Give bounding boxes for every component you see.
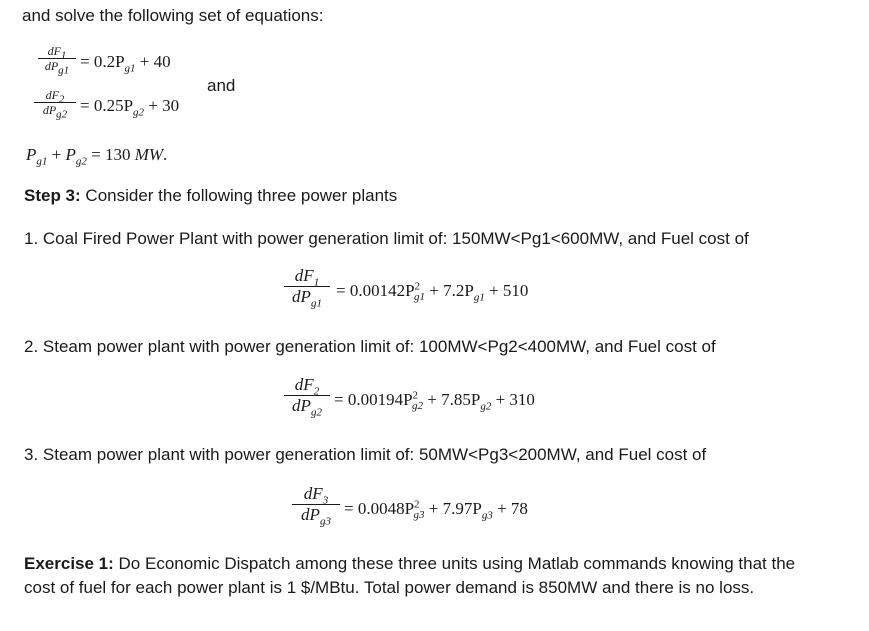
plant1-rhs: = $0.00142P^2_{g1} + 7.2P_{g1} + 510$ [336,280,529,304]
plant3-denominator: $dP_{g3}$ [301,505,331,528]
eq1-fraction [38,44,76,77]
exercise-line-2: cost of fuel for each power plant is 1 $/MBtu. Total power demand is 850MW and there is no loss. [24,578,755,597]
plant3-description: 3. Steam power plant with power generation limit of: 50MW<Pg3<200MW, and Fuel cost of [24,445,707,464]
plant2-fraction [284,375,330,419]
plant3-rhs: = $0.0048P^2_{g3} + 7.97P_{g3} + 78$ [344,498,528,522]
step3-text: Consider the following three power plants [80,186,398,205]
eq2-denominator: $dP_{g2}$ [42,103,68,121]
plant2-denominator: $dP_{g2}$ [292,396,322,419]
intro-text: and solve the following set of equations: [22,6,324,25]
step3-line [24,186,397,206]
plant2-rhs: = $0.00194P^2_{g2} + 7.85P_{g2} + 310$ [334,389,535,413]
plant1-denominator: $dP_{g1}$ [292,287,322,310]
eq1-numerator: $dF_1$ [47,44,67,62]
eq2-numerator: $dF_2$ [45,88,65,106]
plant2-numerator: $dF_2$ [294,375,320,398]
plant3-numerator: $dF_3$ [303,484,329,507]
eq2-rhs: = $0.25P_{g2} + 30$ [80,96,180,119]
eq1-rhs: = $0.2P_{g1} + 40$ [80,52,171,75]
exercise-label: Exercise 1: [24,554,114,573]
exercise-text-1: Do Economic Dispatch among these three units using Matlab commands knowing that the [113,554,796,573]
exercise-line-1 [24,554,795,574]
sum-equation: $P_{g1} + P_{g2} = 130$ MW. [26,145,168,168]
plant1-description: 1. Coal Fired Power Plant with power generation limit of: 150MW<Pg1<600MW, and Fuel cost of [24,229,749,248]
eq1-denominator: $dP_{g1}$ [44,59,70,77]
plant1-numerator: $dF_1$ [294,266,320,289]
step3-label: Step 3: [24,186,81,205]
eq2-fraction [34,88,76,121]
plant2-description: 2. Steam power plant with power generation limit of: 100MW<Pg2<400MW, and Fuel cost of [24,337,716,356]
plant1-fraction [284,266,330,310]
and-word: and [207,76,236,95]
plant3-fraction [292,484,340,528]
